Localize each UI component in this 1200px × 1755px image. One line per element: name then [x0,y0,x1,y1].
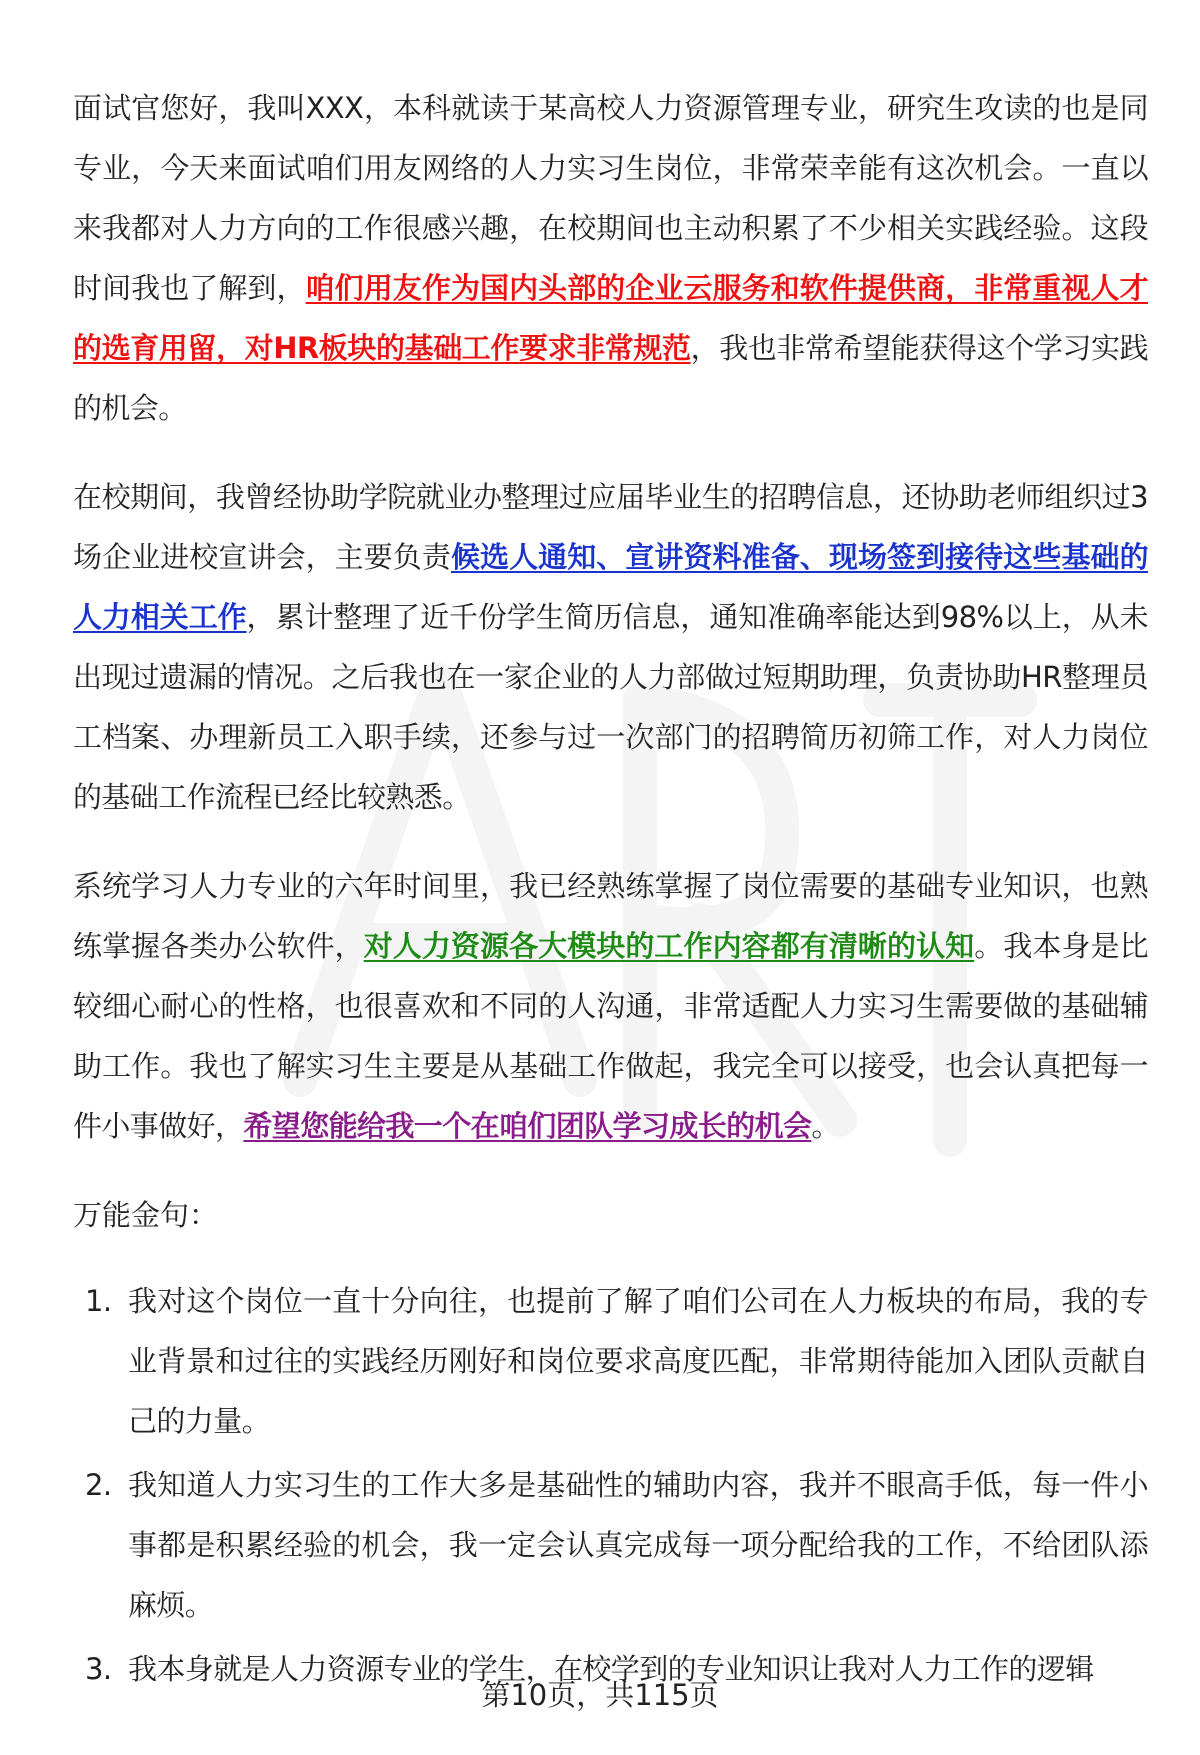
highlight-blue: 候选人通知、宣讲资料准备、现场签到接待这些基础的人力相关工作 [73,540,1148,634]
paragraph-text: ，累计整理了近千份学生简历信息，通知准确率能达到98%以上，从未出现过遗漏的情况。之后我也在一家企业的人力部做过短期助理，负责协助HR整理员工档案、办理新员工入职手续，还参与过一次部门的招聘简历初筛工作，对人力岗位的基础工作流程已经比较熟悉。 [73,600,1148,814]
golden-sentences-list [73,1271,1148,1699]
highlight-red: 咱们用友作为国内头部的企业云服务和软件提供商，非常重视人才的选育用留，对HR板块的基础工作要求非常规范 [73,271,1148,365]
list-number: 1. [85,1284,112,1318]
paragraph-text: ，我也非常希望能获得这个学习实践的机会。 [73,331,1149,425]
highlight-green: 对人力资源各大模块的工作内容都有清晰的认知 [363,929,975,963]
list-number: 2. [85,1468,112,1502]
paragraph-intro [73,78,1148,438]
list-item-text: 我对这个岗位一直十分向往，也提前了解了咱们公司在人力板块的布局，我的专业背景和过往的实践经历刚好和岗位要求高度匹配，非常期待能加入团队贡献自己的力量。 [128,1284,1148,1438]
list-item [73,1271,1148,1451]
paragraph-skills [73,856,1148,1156]
paragraph-text: 在校期间，我曾经协助学院就业办整理过应届毕业生的招聘信息，还协助老师组织过3场企业进校宣讲会，主要负责 [73,480,1148,574]
list-number: 3. [85,1652,112,1686]
page-footer: 第10页，共115页 [481,1678,719,1712]
paragraph-text: 。 [811,1109,840,1143]
paragraph-text: 。我本身是比较细心耐心的性格，也很喜欢和不同的人沟通，非常适配人力实习生需要做的基础辅助工作。我也了解实习生主要是从基础工作做起，我完全可以接受，也会认真把每一件小事做好， [73,929,1148,1143]
paragraph-text: 系统学习人力专业的六年时间里，我已经熟练掌握了岗位需要的基础专业知识，也熟练掌握各类办公软件， [73,869,1148,963]
highlight-purple: 希望您能给我一个在咱们团队学习成长的机会 [243,1109,812,1143]
section-heading: 万能金句： [73,1198,219,1232]
paragraph-text: 面试官您好，我叫XXX，本科就读于某高校人力资源管理专业，研究生攻读的也是同专业，今天来面试咱们用友网络的人力实习生岗位，非常荣幸能有这次机会。一直以来我都对人力方向的工作很感兴趣，在校期间也主动积累了不少相关实践经验。这段时间我也了解到， [73,91,1148,305]
list-item-text: 我本身就是人力资源专业的学生，在校学到的专业知识让我对人力工作的逻辑 [128,1652,1094,1686]
list-item [73,1455,1148,1635]
main-content [73,78,1148,1703]
list-item-text: 我知道人力实习生的工作大多是基础性的辅助内容，我并不眼高手低，每一件小事都是积累经验的机会，我一定会认真完成每一项分配给我的工作，不给团队添麻烦。 [128,1468,1148,1622]
paragraph-experience [73,467,1148,827]
